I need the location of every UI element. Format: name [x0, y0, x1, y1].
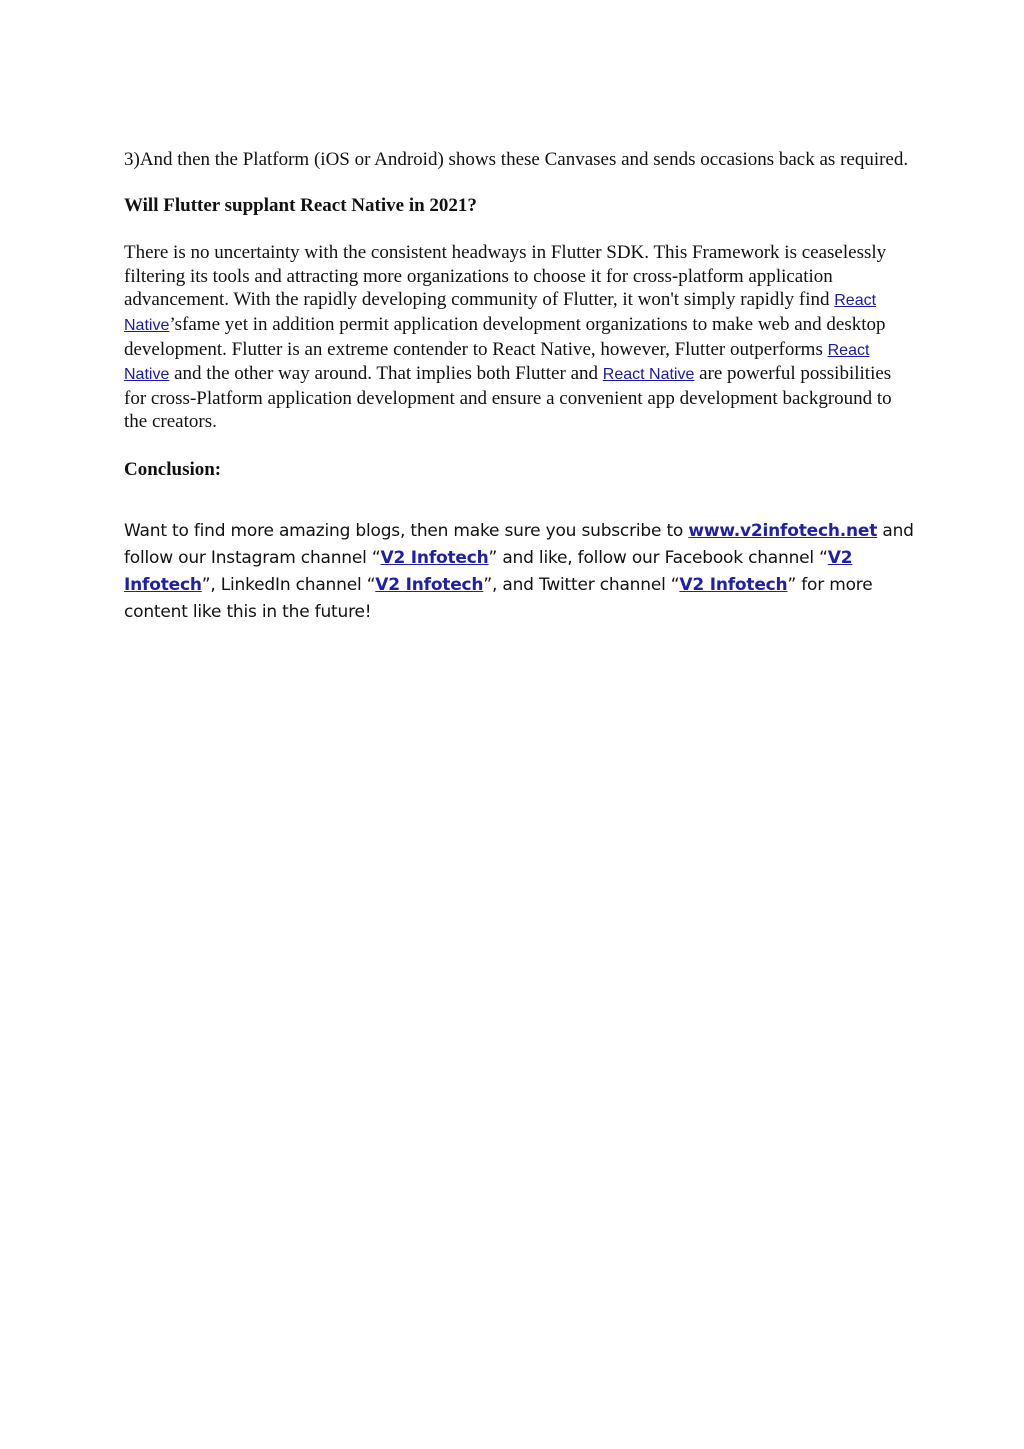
text-segment: ”, and Twitter channel “ — [483, 574, 680, 595]
heading-conclusion: Conclusion: — [124, 458, 222, 480]
text-segment: ” for more content like this in the future! — [124, 574, 873, 622]
linkedin-channel-link[interactable]: V2 Infotech — [375, 574, 484, 595]
heading-flutter-vs-react-native: Will Flutter supplant React Native in 2021? — [124, 194, 477, 216]
text-segment: There is no uncertainty with the consistent headways in Flutter SDK. This Framework is ceaselessly filtering its tools and attracting more organizations to choose it for cross-platform application advancement. With the rapidly developing community of Flutter, it won't simply rapidly find — [124, 242, 887, 311]
website-link[interactable]: www.v2infotech.net — [688, 520, 878, 541]
react-native-link[interactable]: React Native — [602, 366, 695, 384]
text-segment: ”, LinkedIn channel “ — [201, 574, 376, 595]
paragraph-platform-canvases: 3)And then the Platform (iOS or Android) shows these Canvases and sends occasions back as required. — [124, 149, 909, 170]
react-native-link[interactable]: React Native — [124, 292, 877, 334]
document-page — [124, 148, 914, 626]
text-segment: and follow our Instagram channel “ — [124, 520, 914, 568]
text-segment: Want to find more amazing blogs, then make sure you subscribe to — [124, 520, 689, 541]
paragraph-flutter-comparison — [124, 241, 914, 434]
text-segment: are powerful possibilities for cross-Platform application development and ensure a convenient app development background to the creators. — [124, 363, 892, 433]
text-segment: ” and like, follow our Facebook channel “ — [488, 547, 828, 568]
react-native-link[interactable]: React Native — [124, 341, 870, 384]
instagram-channel-link[interactable]: V2 Infotech — [380, 547, 489, 568]
text-segment: ’sfame yet in addition permit application development organizations to make web and desktop development. Flutter is an extreme contender to React Native, however, Flutter outperforms — [124, 313, 886, 360]
text-segment: and the other way around. That implies both Flutter and — [169, 363, 603, 385]
facebook-channel-link[interactable]: V2 Infotech — [124, 547, 853, 595]
twitter-channel-link[interactable]: V2 Infotech — [679, 574, 788, 595]
paragraph-subscribe — [124, 518, 914, 626]
